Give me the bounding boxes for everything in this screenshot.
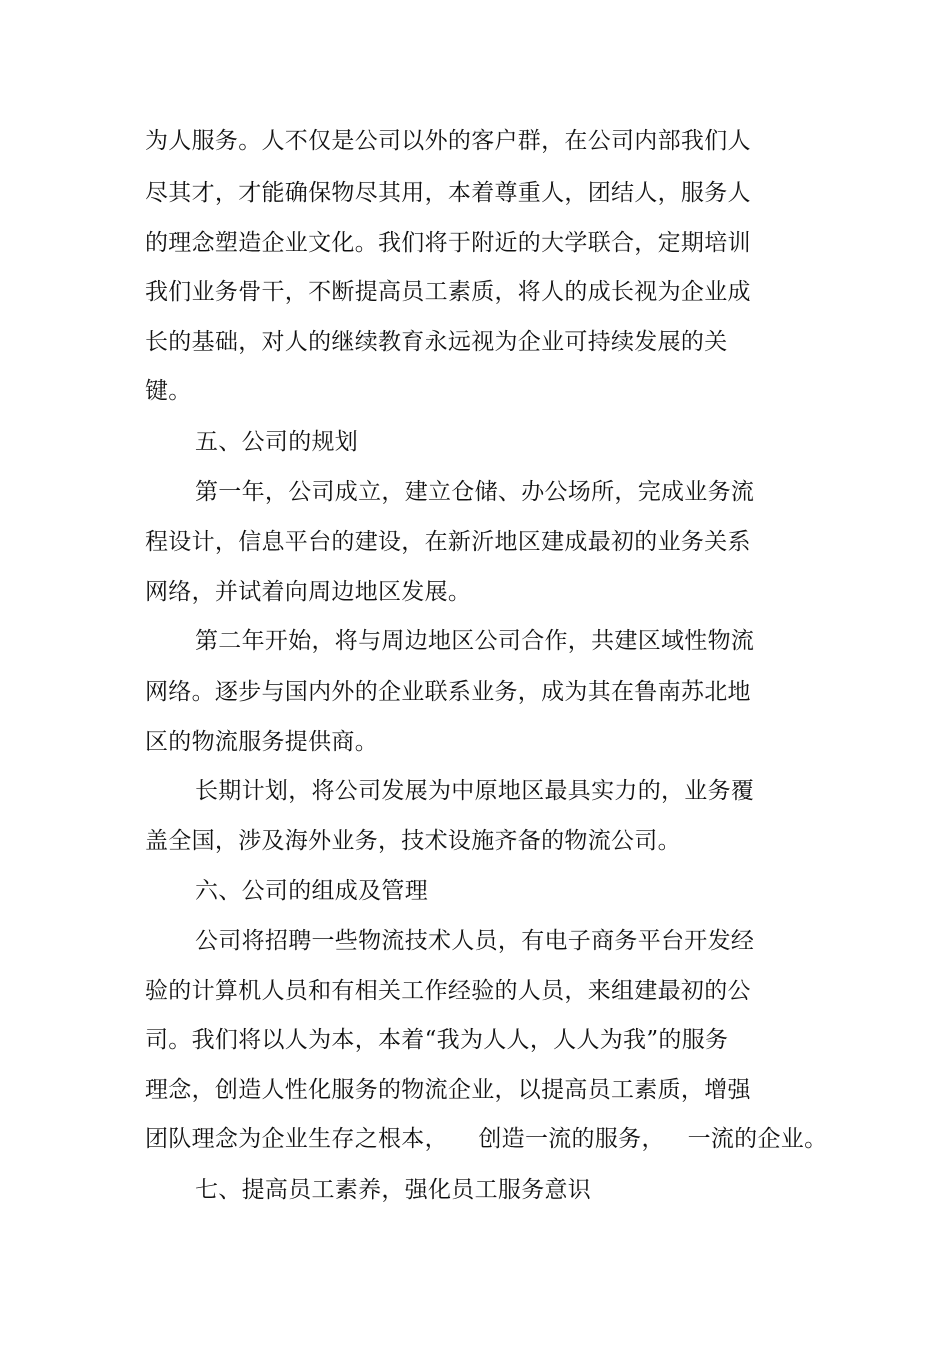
text-line: 网络。逐步与国内外的企业联系业务，成为其在鲁南苏北地 xyxy=(145,679,751,705)
text-line: 为人服务。人不仅是公司以外的客户群，在公司内部我们人 xyxy=(145,128,751,154)
text-line: 司。我们将以人为本，本着“我为人人，人人为我”的服务 xyxy=(145,1027,729,1053)
text-line: 区的物流服务提供商。 xyxy=(145,729,378,755)
text-line: 尽其才，才能确保物尽其用，本着尊重人，团结人，服务人 xyxy=(145,180,751,206)
text-line: 长的基础，对人的继续教育永远视为企业可持续发展的关 xyxy=(145,329,728,355)
text-line: 程设计，信息平台的建设，在新沂地区建成最初的业务关系 xyxy=(145,529,751,555)
section-heading: 七、提高员工素养，强化员工服务意识 xyxy=(195,1177,592,1203)
text-line: 验的计算机人员和有相关工作经验的人员，来组建最初的公 xyxy=(145,978,751,1004)
text-line: 第一年，公司成立，建立仓储、办公场所，完成业务流 xyxy=(195,479,755,505)
section-heading: 五、公司的规划 xyxy=(195,429,359,455)
text-line: 网络，并试着向周边地区发展。 xyxy=(145,579,472,605)
text-line: 第二年开始，将与周边地区公司合作，共建区域性物流 xyxy=(195,628,755,654)
text-line: 盖全国，涉及海外业务，技术设施齐备的物流公司。 xyxy=(145,828,681,854)
text-line: 理念，创造人性化服务的物流企业，以提高员工素质，增强 xyxy=(145,1077,751,1103)
text-line: 团队理念为企业生存之根本， 创造一流的服务， 一流的企业。 xyxy=(145,1126,828,1152)
text-line: 键。 xyxy=(145,378,192,404)
section-heading: 六、公司的组成及管理 xyxy=(195,878,428,904)
text-line: 公司将招聘一些物流技术人员，有电子商务平台开发经 xyxy=(195,928,755,954)
text-line: 长期计划，将公司发展为中原地区最具实力的，业务覆 xyxy=(195,778,755,804)
text-line: 的理念塑造企业文化。我们将于附近的大学联合，定期培训 xyxy=(145,230,751,256)
text-line: 我们业务骨干，不断提高员工素质，将人的成长视为企业成 xyxy=(145,279,751,305)
